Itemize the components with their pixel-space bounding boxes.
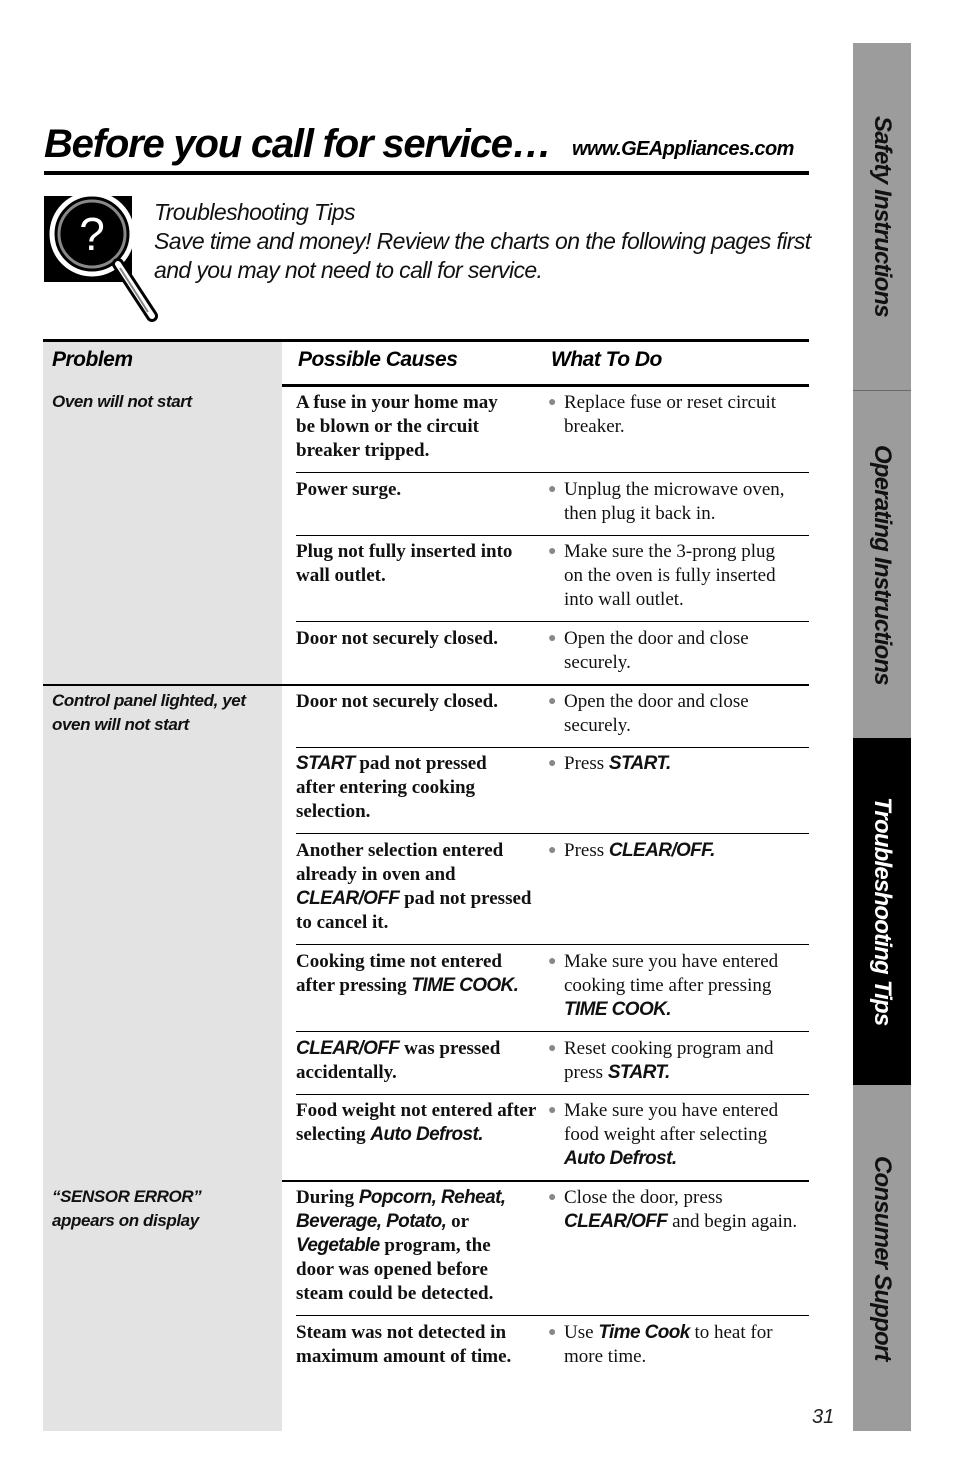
todo-reset-program: ● Reset cooking program and press START. (548, 1038, 774, 1083)
bullet-icon: ● (548, 1041, 557, 1056)
bullet-icon: ● (548, 954, 557, 969)
cause-start-not-pressed: START pad not pressed after entering cooking selection. (296, 753, 487, 822)
header-bottom-rule (282, 384, 809, 387)
todo-use-time-cook: ● Use Time Cook to heat for more time. (548, 1322, 773, 1367)
bullet-icon: ● (548, 482, 557, 497)
row-divider (296, 944, 809, 945)
bullet-icon: ● (548, 395, 557, 410)
row-divider (296, 472, 809, 473)
problem-sensor-error-line2: appears on display (52, 1211, 199, 1230)
cause-power-surge: Power surge. (296, 479, 402, 500)
tab-operating-instructions[interactable]: Operating Instructions (853, 391, 911, 738)
page-number: 31 (812, 1406, 835, 1428)
bullet-icon: ● (548, 1190, 557, 1205)
cause-another-selection: Another selection entered already in oven and CLEAR/OFF pad not pressed to cancel it. (296, 840, 532, 933)
cause-plug-not-inserted: Plug not fully inserted into wall outlet. (296, 541, 513, 586)
todo-power-surge: ● Unplug the microwave oven, then plug it back in. (548, 479, 785, 524)
bullet-icon: ● (548, 843, 557, 858)
row-divider (296, 1031, 809, 1032)
header-problem: Problem (52, 348, 133, 371)
todo-door-not-closed: ● Open the door and close securely. (548, 628, 749, 673)
cause-fuse: A fuse in your home may be blown or the circuit breaker tripped. (296, 392, 498, 461)
svg-text:?: ? (79, 208, 105, 260)
tab-safety-instructions[interactable]: Safety Instructions (853, 43, 911, 390)
problem-sensor-error (52, 1185, 277, 1233)
problem-column-background (43, 340, 282, 1431)
problem-oven-will-not-start: Oven will not start (52, 392, 192, 411)
row-divider (296, 1315, 809, 1316)
header-possible-causes: Possible Causes (298, 348, 458, 371)
page-title: Before you call for service… (44, 122, 551, 166)
header-rule (44, 171, 809, 175)
bullet-icon: ● (548, 1103, 557, 1118)
header-what-to-do: What To Do (551, 348, 662, 371)
cause-food-weight: Food weight not entered after selecting Auto Defrost. (296, 1100, 536, 1145)
todo-fuse: ● Replace fuse or reset circuit breaker. (548, 392, 777, 437)
intro-heading: Troubleshooting Tips (154, 199, 355, 225)
cause-steam-not-detected: Steam was not detected in maximum amount of time. (296, 1322, 512, 1367)
cause-door-not-closed: Door not securely closed. (296, 628, 498, 649)
todo-enter-cooking-time: ● Make sure you have entered cooking time after pressing TIME COOK. (548, 951, 779, 1020)
group-divider (282, 1180, 809, 1182)
problem-sensor-error-line1: “SENSOR ERROR” (52, 1187, 202, 1206)
bullet-icon: ● (548, 631, 557, 646)
todo-plug-not-inserted: ● Make sure the 3-prong plug on the oven is fully inserted into wall outlet. (548, 541, 776, 610)
website-url[interactable]: www.GEAppliances.com (572, 138, 794, 160)
bullet-icon: ● (548, 694, 557, 709)
cause-clear-off-pressed: CLEAR/OFF was pressed accidentally. (296, 1038, 501, 1083)
row-divider (296, 1094, 809, 1095)
bullet-icon: ● (548, 544, 557, 559)
row-divider (296, 535, 809, 536)
todo-press-start: ● Press START. (548, 753, 671, 774)
intro-body: Save time and money! Review the charts on the following pages first and you may not need to call for service. (154, 228, 811, 283)
bullet-icon: ● (548, 756, 557, 771)
intro-text (154, 198, 814, 285)
table-top-rule (43, 339, 809, 342)
row-divider (296, 747, 809, 748)
group-divider (43, 684, 809, 686)
todo-enter-food-weight: ● Make sure you have entered food weight after selecting Auto Defrost. (548, 1100, 779, 1169)
tab-troubleshooting-tips[interactable]: Troubleshooting Tips (853, 738, 911, 1085)
tab-consumer-support[interactable]: Consumer Support (853, 1085, 911, 1431)
cause-cooking-time-not-entered: Cooking time not entered after pressing TIME COOK. (296, 951, 519, 996)
row-divider (296, 621, 809, 622)
todo-close-door: ● Close the door, press CLEAR/OFF and begin again. (548, 1187, 798, 1232)
bullet-icon: ● (548, 1325, 557, 1340)
question-magnifier-icon (44, 192, 162, 324)
cause-door-opened: During Popcorn, Reheat, Beverage, Potato, or Vegetable program, the door was opened before steam could be detected. (296, 1187, 506, 1304)
row-divider (296, 833, 809, 834)
todo-door-not-closed-2: ● Open the door and close securely. (548, 691, 749, 736)
todo-press-clear-off: ● Press CLEAR/OFF. (548, 840, 715, 861)
cause-door-not-closed-2: Door not securely closed. (296, 691, 498, 712)
problem-control-panel-lighted: Control panel lighted, yet oven will not start (52, 691, 246, 734)
